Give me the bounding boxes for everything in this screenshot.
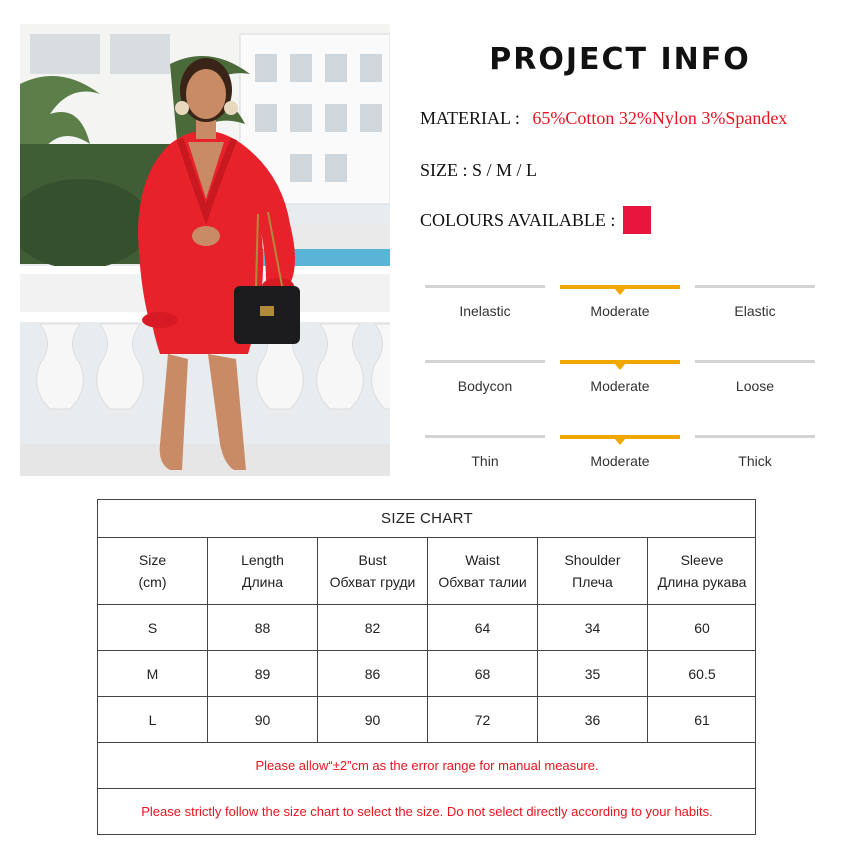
header-waist [428, 538, 538, 605]
fit-scale [425, 360, 815, 410]
header-size [98, 538, 208, 605]
header-line: Обхват груди [329, 574, 416, 590]
cell-sleeve: 60.5 [648, 651, 756, 697]
cell-shoulder: 34 [538, 605, 648, 651]
follow-chart-note: Please strictly follow the size chart to select the size. Do not select directly according to your habits. [141, 803, 713, 819]
cell-size: S [98, 605, 208, 651]
cell-waist: 72 [428, 697, 538, 743]
header-bust [318, 538, 428, 605]
scale-label: Elastic [734, 303, 776, 319]
cell-shoulder: 35 [538, 651, 648, 697]
scale-bar [695, 285, 815, 288]
scale-label: Inelastic [459, 303, 511, 319]
error-range-note: Please allow“±2”cm as the error range for manual measure. [98, 743, 756, 789]
header-line: Shoulder [564, 552, 621, 568]
header-line: Size [138, 552, 167, 568]
scale-label: Moderate [590, 303, 650, 319]
header-shoulder [538, 538, 648, 605]
cell-shoulder: 36 [538, 697, 648, 743]
scale-bar [425, 285, 545, 288]
cell-length: 88 [208, 605, 318, 651]
product-photo [20, 24, 390, 476]
header-line: Bust [358, 552, 387, 568]
header-line: Длина рукава [657, 574, 747, 590]
cell-sleeve: 61 [648, 697, 756, 743]
selected-indicator-icon [614, 438, 626, 445]
material-value: 65%Cotton 32%Nylon 3%Spandex [532, 108, 788, 128]
model-photo-illustration [20, 24, 390, 476]
cell-bust: 82 [318, 605, 428, 651]
cell-size: M [98, 651, 208, 697]
cell-bust: 90 [318, 697, 428, 743]
scale-label: Thin [471, 453, 499, 469]
material-row [420, 108, 787, 129]
scale-label: Moderate [590, 378, 650, 394]
size-chart-table [97, 499, 756, 835]
material-label: MATERIAL : [420, 108, 520, 128]
scale-bar [695, 360, 815, 363]
header-line: Waist [465, 552, 500, 568]
cell-waist: 64 [428, 605, 538, 651]
header-length [208, 538, 318, 605]
header-line: Обхват талии [438, 574, 527, 590]
scale-label: Thick [738, 453, 772, 469]
scale-label: Bodycon [457, 378, 513, 394]
size-chart-title: SIZE CHART [98, 500, 756, 538]
header-line: Длина [242, 574, 283, 590]
elasticity-scale [425, 285, 815, 335]
header-line: Плеча [572, 574, 613, 590]
header-line: Sleeve [680, 552, 724, 568]
project-info-title: PROJECT INFO [489, 42, 751, 77]
scale-bar [425, 360, 545, 363]
header-line: Length [241, 552, 284, 568]
cell-size: L [98, 697, 208, 743]
scale-label: Loose [735, 378, 775, 394]
selected-indicator-icon [614, 288, 626, 295]
cell-sleeve: 60 [648, 605, 756, 651]
cell-length: 89 [208, 651, 318, 697]
colours-label: COLOURS AVAILABLE : [420, 209, 616, 230]
scale-label: Moderate [590, 453, 650, 469]
cell-waist: 68 [428, 651, 538, 697]
scale-bar [425, 435, 545, 438]
header-line: (cm) [138, 574, 167, 590]
cell-bust: 86 [318, 651, 428, 697]
colour-swatch-red[interactable] [623, 206, 651, 234]
scale-bar [695, 435, 815, 438]
thickness-scale [425, 435, 815, 485]
cell-length: 90 [208, 697, 318, 743]
size-row: SIZE : S / M / L [420, 160, 538, 180]
header-sleeve [648, 538, 756, 605]
colours-row [420, 206, 651, 234]
selected-indicator-icon [614, 363, 626, 370]
